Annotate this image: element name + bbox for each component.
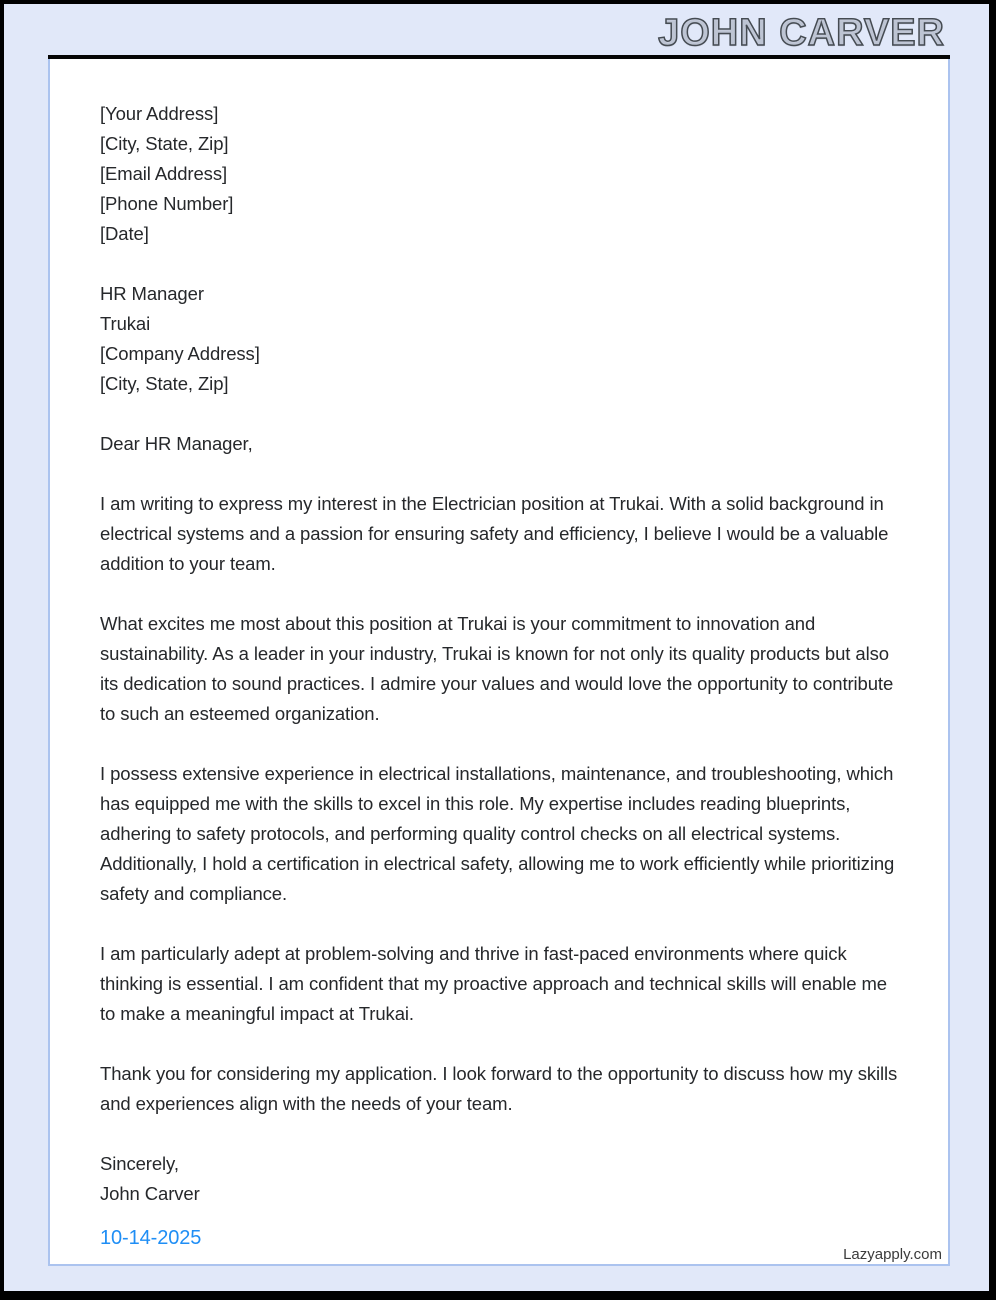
signature-name: John Carver: [100, 1183, 200, 1204]
closing-line: Sincerely,: [100, 1153, 179, 1174]
sender-block: [100, 99, 902, 249]
paragraph-experience: I possess extensive experience in electrical installations, maintenance, and troubleshooting, which has equipped me with the skills to excel in this role. My expertise includes reading blueprints, adhering to safety protocols, and performing quality control checks on all electrical systems. Additionally, I hold a certification in electrical safety, allowing me to work efficiently while prioritizing safety and compliance.: [100, 763, 895, 904]
paragraph-intro: I am writing to express my interest in the Electrician position at Trukai. With a solid background in electrical systems and a passion for ensuring safety and efficiency, I believe I would be a valuable addition to your team.: [100, 493, 889, 574]
date-link[interactable]: 10-14-2025: [100, 1227, 202, 1249]
paragraph-skills: I am particularly adept at problem-solving and thrive in fast-paced environments where quick thinking is essential. I am confident that my proactive approach and technical skills will enable me to make a meaningful impact at Trukai.: [100, 943, 887, 1024]
recipient-city-line: [City, State, Zip]: [100, 373, 229, 394]
paragraph-company-interest: What excites me most about this position at Trukai is your commitment to innovation and sustainability. As a leader in your industry, Trukai is known for not only its quality products but also its dedication to sound practices. I admire your values and would love the opportunity to contribute to such an esteemed organization.: [100, 613, 894, 724]
page-background: [4, 4, 989, 1291]
recipient-address-line: [Company Address]: [100, 343, 260, 364]
letter-page: [48, 55, 950, 1266]
header-name: JOHN CARVER: [658, 12, 945, 54]
letter-sheet: [48, 59, 950, 1266]
sender-address-line: [Your Address]: [100, 103, 219, 124]
recipient-title-line: HR Manager: [100, 283, 204, 304]
watermark-text: Lazyapply.com: [843, 1246, 942, 1263]
paragraph-thanks: Thank you for considering my application. I look forward to the opportunity to discuss how my skills and experiences align with the needs of your team.: [100, 1063, 898, 1114]
recipient-block: [100, 279, 902, 399]
closing-block: [100, 1149, 902, 1209]
sender-email-line: [Email Address]: [100, 163, 228, 184]
salutation: Dear HR Manager,: [100, 433, 253, 454]
recipient-company-line: Trukai: [100, 313, 151, 334]
letter-content: [50, 59, 948, 1253]
sender-date-line: [Date]: [100, 223, 149, 244]
sender-phone-line: [Phone Number]: [100, 193, 234, 214]
sender-city-line: [City, State, Zip]: [100, 133, 229, 154]
